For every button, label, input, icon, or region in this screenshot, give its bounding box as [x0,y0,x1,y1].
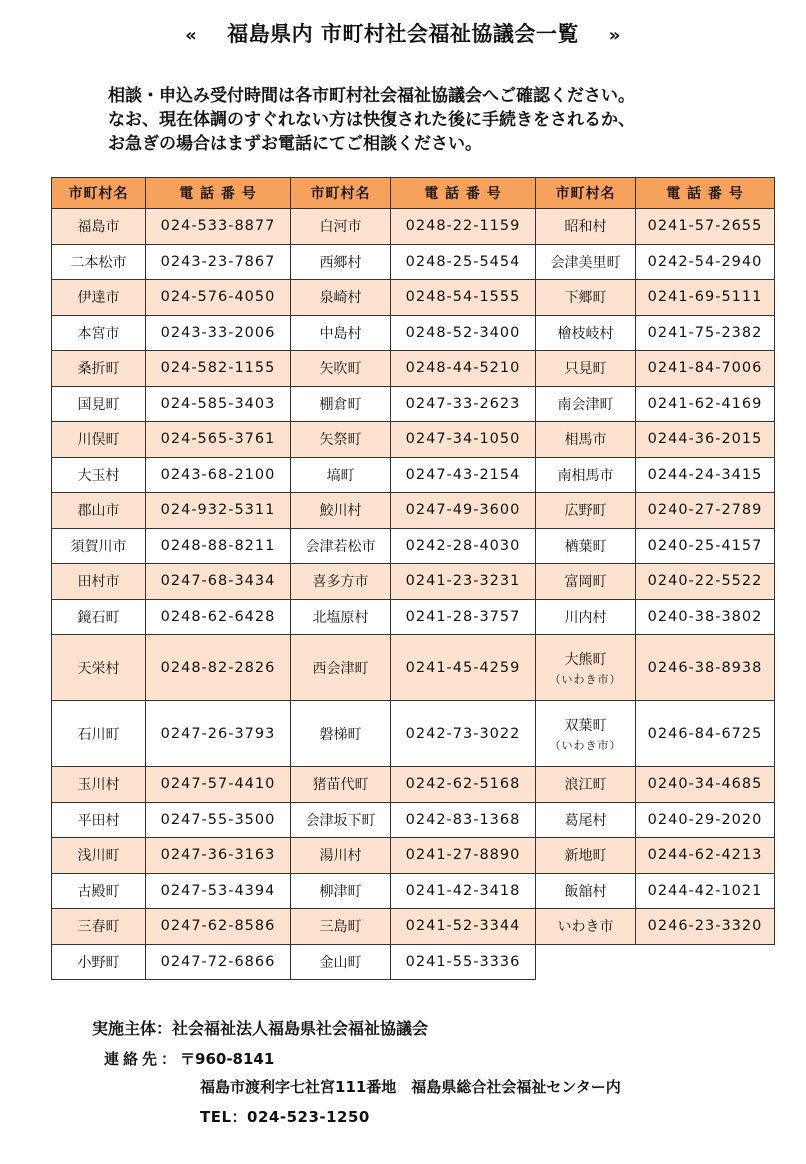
phone-number: 024-932-5311 [146,493,291,529]
phone-number: 0242-73-3022 [391,701,536,767]
municipality-name: 会津美里町 [550,254,621,271]
organizer: 実施主体：社会福祉法人福島県社会福祉協議会 [92,1019,429,1038]
phone-number: 0248-82-2826 [146,635,291,701]
municipality-name: 二本松市 [70,254,127,271]
municipality-name-cell [291,209,391,245]
phone-number: 0243-23-7867 [146,244,291,280]
municipality-name: 鏡石町 [77,609,120,626]
municipality-name: 天栄村 [77,660,120,677]
phone-number: 0247-43-2154 [391,457,536,493]
municipality-name-cell [52,701,146,767]
phone-number: 024-533-8877 [146,209,291,245]
municipality-name: 伊達市 [77,290,120,307]
phone-number: 0247-62-8586 [146,909,291,945]
municipality-name: 鮫川村 [319,503,362,520]
municipality-name-cell [536,909,636,945]
municipality-name-cell [291,493,391,529]
header-name: 市町村名 [536,178,636,209]
municipality-name-cell [536,315,636,351]
phone-number: 0244-36-2015 [636,422,775,458]
municipality-name-cell [52,873,146,909]
municipality-name-cell [52,280,146,316]
municipality-name-cell [536,838,636,874]
table-row [52,909,775,945]
postal-code: 〒960-8141 [180,1050,275,1068]
municipality-name-cell [536,209,636,245]
municipality-name: 猪苗代町 [312,777,369,794]
phone-number: 0248-25-5454 [391,244,536,280]
header-name: 市町村名 [291,178,391,209]
phone-number: 0243-68-2100 [146,457,291,493]
phone-number: 0248-88-8211 [146,528,291,564]
municipality-name: 楢葉町 [564,538,607,555]
municipality-name-cell [52,909,146,945]
table-row [52,838,775,874]
municipality-name: 矢吹町 [319,361,362,378]
municipality-name: 桑折町 [77,361,120,378]
phone-number: 0247-53-4394 [146,873,291,909]
phone-number: 0248-44-5210 [391,351,536,387]
table-row [52,767,775,803]
municipality-name-cell [52,528,146,564]
municipality-name-cell [536,351,636,387]
phone-number: 0247-26-3793 [146,701,291,767]
phone-number: 0248-22-1159 [391,209,536,245]
header-phone: 電 話 番 号 [391,178,536,209]
table-row [52,422,775,458]
phone-number: 024-576-4050 [146,280,291,316]
phone-number: 0247-68-3434 [146,564,291,600]
municipality-name-cell [291,635,391,701]
contact-label: 連絡先： [104,1050,181,1068]
phone-number: 0248-62-6428 [146,599,291,635]
table-row [52,528,775,564]
municipality-name: 南会津町 [557,396,614,413]
municipality-name: 只見町 [564,361,607,378]
municipality-name: 柳津町 [319,883,362,900]
phone-number: 0241-28-3757 [391,599,536,635]
municipality-name: 広野町 [564,503,607,520]
phone-number: 0241-57-2655 [636,209,775,245]
table-row [52,564,775,600]
notice-line: 相談・申込み受付時間は各市町村社会福祉協議会へご確認ください。 [108,86,635,106]
municipality-name: 会津坂下町 [305,812,376,829]
municipality-note: （いわき市） [549,738,622,752]
municipality-name: 昭和村 [564,219,607,236]
municipality-name-cell [52,802,146,838]
table-row [52,386,775,422]
phone-number: 0247-49-3600 [391,493,536,529]
phone-number: 0246-38-8938 [636,635,775,701]
municipality-name: 湯川村 [319,848,362,865]
municipality-name: 玉川村 [77,777,120,794]
municipality-name-cell [536,280,636,316]
municipality-name-cell [536,767,636,803]
table-row [52,209,775,245]
phone-number: 0244-62-4213 [636,838,775,874]
phone-number: 0240-38-3802 [636,599,775,635]
municipality-name: 古殿町 [77,883,120,900]
municipality-name-cell [52,838,146,874]
municipality-name: 中島村 [319,325,362,342]
municipality-name: 郡山市 [77,503,120,520]
phone-number: 0240-25-4157 [636,528,775,564]
phone-number: 0240-29-2020 [636,802,775,838]
notice [108,84,768,156]
header-phone: 電 話 番 号 [146,178,291,209]
municipality-name: 金山町 [319,954,362,971]
table-row [52,701,775,767]
municipality-note: （いわき市） [549,672,622,686]
municipality-name: 大熊町 [564,651,607,668]
phone-number: 0240-27-2789 [636,493,775,529]
municipality-name: 川俣町 [77,432,120,449]
title-text: 福島県内 市町村社会福祉協議会一覧 [227,22,579,46]
municipality-name-cell [52,564,146,600]
municipality-name: 塙町 [326,467,355,484]
phone-number: 024-582-1155 [146,351,291,387]
municipality-name-cell [291,457,391,493]
municipality-name: 田村市 [77,574,120,591]
municipality-name-cell [536,564,636,600]
phone-number: 0248-52-3400 [391,315,536,351]
municipality-name-cell [52,351,146,387]
phone-number: 0241-84-7006 [636,351,775,387]
phone-number: 024-565-3761 [146,422,291,458]
municipality-name: 富岡町 [564,574,607,591]
municipality-name: いわき市 [557,919,614,936]
phone-number: 0242-62-5168 [391,767,536,803]
municipality-name-cell [536,635,636,701]
municipality-name: 南相馬市 [557,467,614,484]
table-row [52,244,775,280]
table-row [52,280,775,316]
notice-line: お急ぎの場合はまずお電話にてご相談ください。 [108,134,482,154]
phone-number: 0243-33-2006 [146,315,291,351]
phone-number: 0240-34-4685 [636,767,775,803]
municipality-name: 白河市 [319,219,362,236]
phone-number: 0242-28-4030 [391,528,536,564]
municipality-name-cell [291,701,391,767]
municipality-name-cell [52,315,146,351]
table-row [52,351,775,387]
table-row [52,802,775,838]
phone-number: 0247-55-3500 [146,802,291,838]
phone-number: 0241-55-3336 [391,944,536,980]
municipality-name: 棚倉町 [319,396,362,413]
municipality-name-cell [52,209,146,245]
municipality-name-cell [536,873,636,909]
municipality-name: 泉崎村 [319,290,362,307]
municipality-name-cell [291,422,391,458]
phone-number: 0241-69-5111 [636,280,775,316]
municipality-name-cell [52,944,146,980]
municipality-name: 川内村 [564,609,607,626]
municipality-name-cell [536,244,636,280]
municipality-name: 西会津町 [312,660,369,677]
municipality-name: 福島市 [77,219,120,236]
municipality-name: 会津若松市 [305,538,376,555]
municipality-name-cell [291,564,391,600]
municipality-name-cell [291,767,391,803]
phone-number: 0241-62-4169 [636,386,775,422]
municipality-name-cell [291,528,391,564]
contact-line [104,1048,274,1069]
table-row [52,457,775,493]
phone-number: 0242-83-1368 [391,802,536,838]
municipality-name-cell [52,457,146,493]
municipality-name: 須賀川市 [70,538,127,555]
page-title [0,18,806,48]
phone-number: 0247-34-1050 [391,422,536,458]
municipality-name-cell [291,280,391,316]
header-phone: 電 話 番 号 [636,178,775,209]
notice-line: なお、現在体調のすぐれない方は快復された後に手続きをされるか、 [108,110,635,130]
municipality-name-cell [52,386,146,422]
phone-number: 0241-75-2382 [636,315,775,351]
municipality-name-cell [291,838,391,874]
municipality-name: 相馬市 [564,432,607,449]
table-row [52,873,775,909]
municipality-name-cell [536,802,636,838]
phone-number: 0248-54-1555 [391,280,536,316]
phone-number: 0247-36-3163 [146,838,291,874]
phone-number: 0241-45-4259 [391,635,536,701]
municipality-name-cell [52,635,146,701]
phone-number: 0247-33-2623 [391,386,536,422]
municipality-name: 矢祭町 [319,432,362,449]
municipality-name: 石川町 [77,726,120,743]
municipality-name: 三島町 [319,919,362,936]
title-close-mark: » [608,25,621,46]
phone-number: 0240-22-5522 [636,564,775,600]
municipality-name-cell [291,599,391,635]
phone-number: 0247-57-4410 [146,767,291,803]
municipality-name: 葛尾村 [564,812,607,829]
municipality-name: 大玉村 [77,467,120,484]
municipality-name: 新地町 [564,848,607,865]
telephone: TEL：024-523-1250 [200,1108,370,1126]
table-body [52,209,775,980]
municipality-name-cell [291,873,391,909]
municipality-name-cell [52,244,146,280]
municipality-name: 飯舘村 [564,883,607,900]
table-row [52,599,775,635]
municipality-name-cell [291,244,391,280]
municipality-name-cell [291,315,391,351]
title-open-mark: « [185,25,198,46]
municipality-name: 下郷町 [564,290,607,307]
phone-number: 0246-84-6725 [636,701,775,767]
header-name: 市町村名 [52,178,146,209]
municipality-name: 本宮市 [77,325,120,342]
municipality-name: 磐梯町 [319,726,362,743]
municipality-name: 喜多方市 [312,574,369,591]
phone-number: 0244-24-3415 [636,457,775,493]
council-phone-table [51,177,775,980]
phone-number: 024-585-3403 [146,386,291,422]
table-row [52,635,775,701]
municipality-name-cell [536,599,636,635]
phone-number: 0241-27-8890 [391,838,536,874]
municipality-name: 浪江町 [564,777,607,794]
municipality-name-cell [291,909,391,945]
municipality-name: 浅川町 [77,848,120,865]
municipality-name-cell [52,767,146,803]
municipality-name-cell [291,802,391,838]
municipality-name-cell [536,386,636,422]
table-row [52,944,775,980]
municipality-name-cell [536,422,636,458]
municipality-name: 西郷村 [319,254,362,271]
table-header-row [52,178,775,209]
phone-number: 0244-42-1021 [636,873,775,909]
municipality-name: 平田村 [77,812,120,829]
municipality-name: 小野町 [77,954,120,971]
phone-number: 0241-52-3344 [391,909,536,945]
municipality-name: 檜枝岐村 [557,325,614,342]
municipality-name-cell [536,528,636,564]
phone-number: 0247-72-6866 [146,944,291,980]
municipality-name-cell [536,493,636,529]
table-row [52,315,775,351]
municipality-name-cell [536,457,636,493]
phone-number: 0246-23-3320 [636,909,775,945]
municipality-name-cell [536,701,636,767]
municipality-name: 双葉町 [564,717,607,734]
phone-number: 0241-42-3418 [391,873,536,909]
phone-number: 0241-23-3231 [391,564,536,600]
municipality-name-cell [52,493,146,529]
municipality-name: 三春町 [77,919,120,936]
municipality-name-cell [291,351,391,387]
empty-cell [536,944,775,980]
municipality-name-cell [52,422,146,458]
municipality-name: 国見町 [77,396,120,413]
address: 福島市渡利字七社宮111番地 福島県総合社会福祉センター内 [200,1078,621,1096]
municipality-name-cell [291,944,391,980]
municipality-name-cell [291,386,391,422]
table-row [52,493,775,529]
municipality-name: 北塩原村 [312,609,369,626]
municipality-name-cell [52,599,146,635]
phone-number: 0242-54-2940 [636,244,775,280]
